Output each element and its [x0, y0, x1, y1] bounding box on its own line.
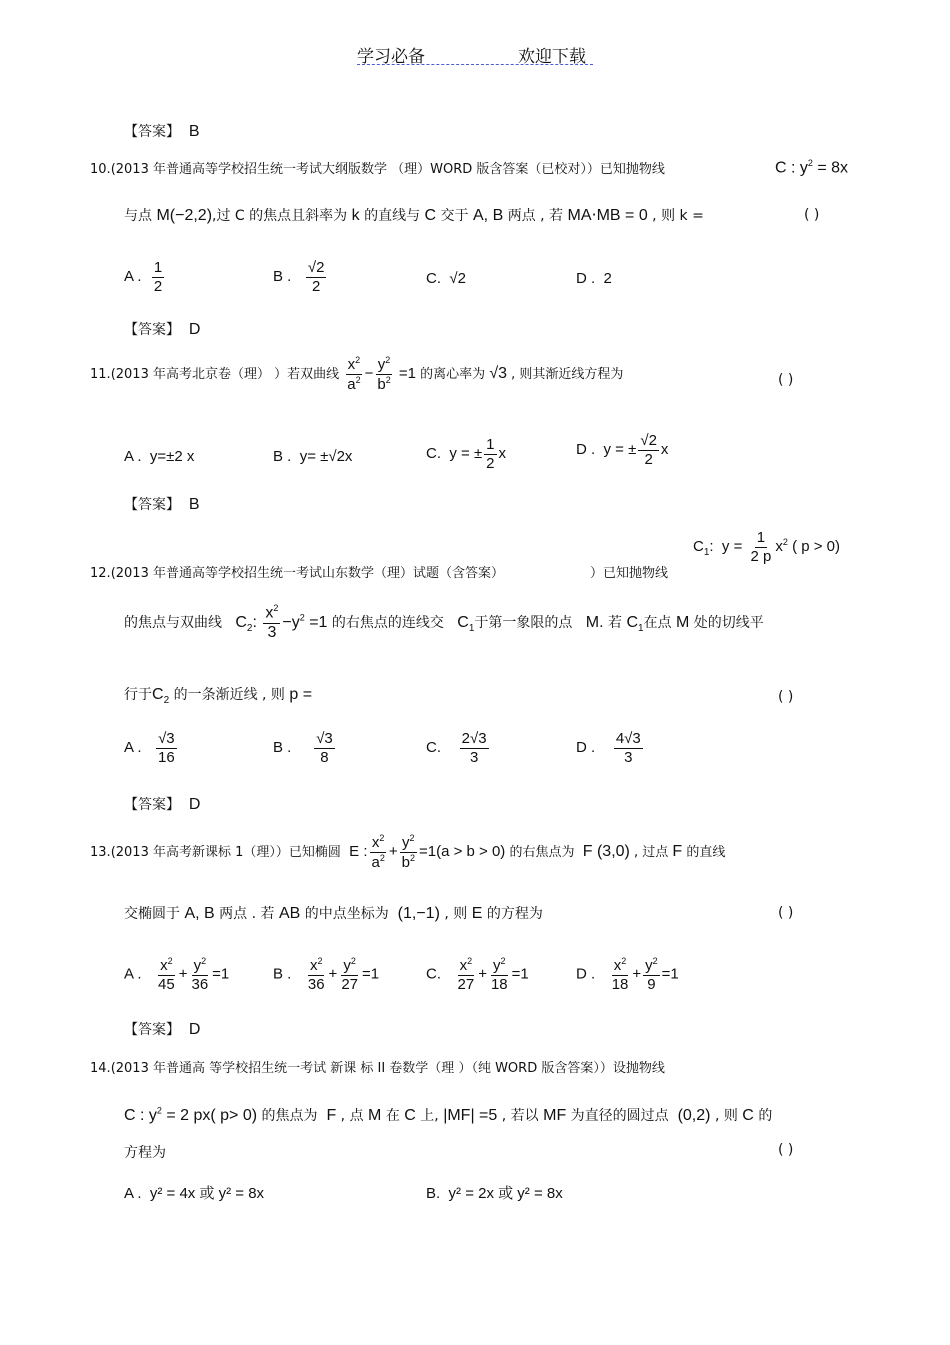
question-14-paren: ( )	[778, 1142, 794, 1158]
q10-option-c[interactable]: C. √2	[426, 270, 466, 287]
question-11: 11.(2013 年高考北京卷（理） ）若双曲线 $\frac{x^2}{a^2}$ − $\frac{y^2}{b^2}$ =1 的离心率为 √3 , 则其渐近线方程为	[90, 355, 624, 393]
question-14-line3: 方程为	[124, 1145, 166, 1161]
q12-option-c[interactable]: C. $\frac{2√3}{3}$	[426, 730, 487, 766]
question-12-line2: 的焦点与双曲线 $C_2$: $\frac{x^2}{3}$ $-y^2 =1$ 的右焦点的连线交 $C_1$于第一象限的点 M. 若 $C_1$在点 M 处的切线平	[124, 603, 764, 642]
answer-9: 【答案】 B	[124, 123, 200, 140]
question-14-line1: 14.(2013 年普通高 等学校招生统一考试 新课 标 II 卷数学（理 ）（纯 WORD 版含答案））设抛物线	[90, 1061, 665, 1076]
q12-option-a[interactable]: A . $\frac{√3}{16}$	[124, 730, 175, 766]
q10-option-b[interactable]: B . $\frac{√2}{2}$	[273, 259, 325, 295]
q13-option-b[interactable]: B . $\frac{x^2}{36}$ + $\frac{y^2}{27}$ =1	[273, 956, 380, 993]
question-13-line1: 13.(2013 年高考新课标 1（理））已知椭圆 E : $\frac{x^2}{a^2}$ + $\frac{y^2}{b^2}$ =1(a > b > 0) 的右焦点为 F (3,0) , 过点 F 的直线	[90, 833, 726, 871]
q12-option-b[interactable]: B . $\frac{√3}{8}$	[273, 730, 333, 766]
q11-option-c[interactable]: C. y = ± $\frac{1}{2}$ x	[426, 436, 507, 472]
question-13-line2: 交椭圆于 A, B 两点 . 若 AB 的中点坐标为 (1,−1) , 则 E 的方程为	[124, 905, 543, 922]
question-10-line1: 10.(2013 年普通高等学校招生统一考试大纲版数学 （理）WORD 版含答案（已校对））已知抛物线	[90, 162, 665, 177]
q11-option-b[interactable]: B . y= ±√2x	[273, 448, 353, 465]
header-divider	[357, 64, 593, 65]
q11-option-a[interactable]: A . y=±2 x	[124, 448, 195, 465]
q10-option-a[interactable]: A . $\frac{1}{2}$	[124, 259, 163, 295]
answer-12: 【答案】 D	[124, 796, 201, 813]
answer-11: 【答案】 B	[124, 496, 200, 513]
question-12-line1: 12.(2013 年普通高等学校招生统一考试山东数学（理）试题（含答案）	[90, 566, 504, 581]
q11-option-d[interactable]: D . y = ± $\frac{√2}{2}$ x	[576, 432, 669, 468]
question-10-line2: 与点 M(−2,2),过 C 的焦点且斜率为 k 的直线与 C 交于 A, B 两点 , 若 MA⋅MB = 0 , 则 k =	[124, 207, 704, 224]
question-10-paren: ( )	[804, 207, 820, 223]
question-12-line1-tail: ）已知抛物线	[590, 566, 669, 581]
header-right: 欢迎下载	[518, 47, 586, 67]
q14-option-a[interactable]: A . y² = 4x 或 y² = 8x	[124, 1185, 265, 1202]
question-10-parabola: C : $y^2 = 8x$	[775, 158, 849, 177]
answer-10: 【答案】 D	[124, 321, 201, 338]
q12-option-d[interactable]: D . $\frac{4√3}{3}$	[576, 730, 641, 766]
q10-option-d[interactable]: D . 2	[576, 270, 612, 287]
question-12-line3: 行于$C_2$ 的一条渐近线 , 则 p =	[124, 686, 313, 707]
header-left: 学习必备	[357, 47, 425, 67]
question-13-paren: ( )	[778, 905, 794, 921]
q14-option-b[interactable]: B. y² = 2x 或 y² = 8x	[426, 1185, 563, 1202]
question-12-paren: ( )	[778, 689, 794, 705]
q13-option-a[interactable]: A . $\frac{x^2}{45}$ + $\frac{y^2}{36}$ =1	[124, 956, 230, 993]
question-11-paren: ( )	[778, 372, 794, 388]
question-14-line2: C : $y^2 = 2$ px( p> 0) 的焦点为 F , 点 M 在 C 上, |MF| =5 , 若以 MF 为直径的圆过点 (0,2) , 则 C 的	[124, 1105, 773, 1124]
q13-option-c[interactable]: C. $\frac{x^2}{27}$ + $\frac{y^2}{18}$ =1	[426, 956, 529, 993]
answer-13: 【答案】 D	[124, 1021, 201, 1038]
q13-option-d[interactable]: D . $\frac{x^2}{18}$ + $\frac{y^2}{9}$ =1	[576, 956, 679, 993]
question-12-c1: $C_1$: y = $\frac{1}{2 p}$ $x^2$ ( p > 0)	[693, 529, 841, 565]
